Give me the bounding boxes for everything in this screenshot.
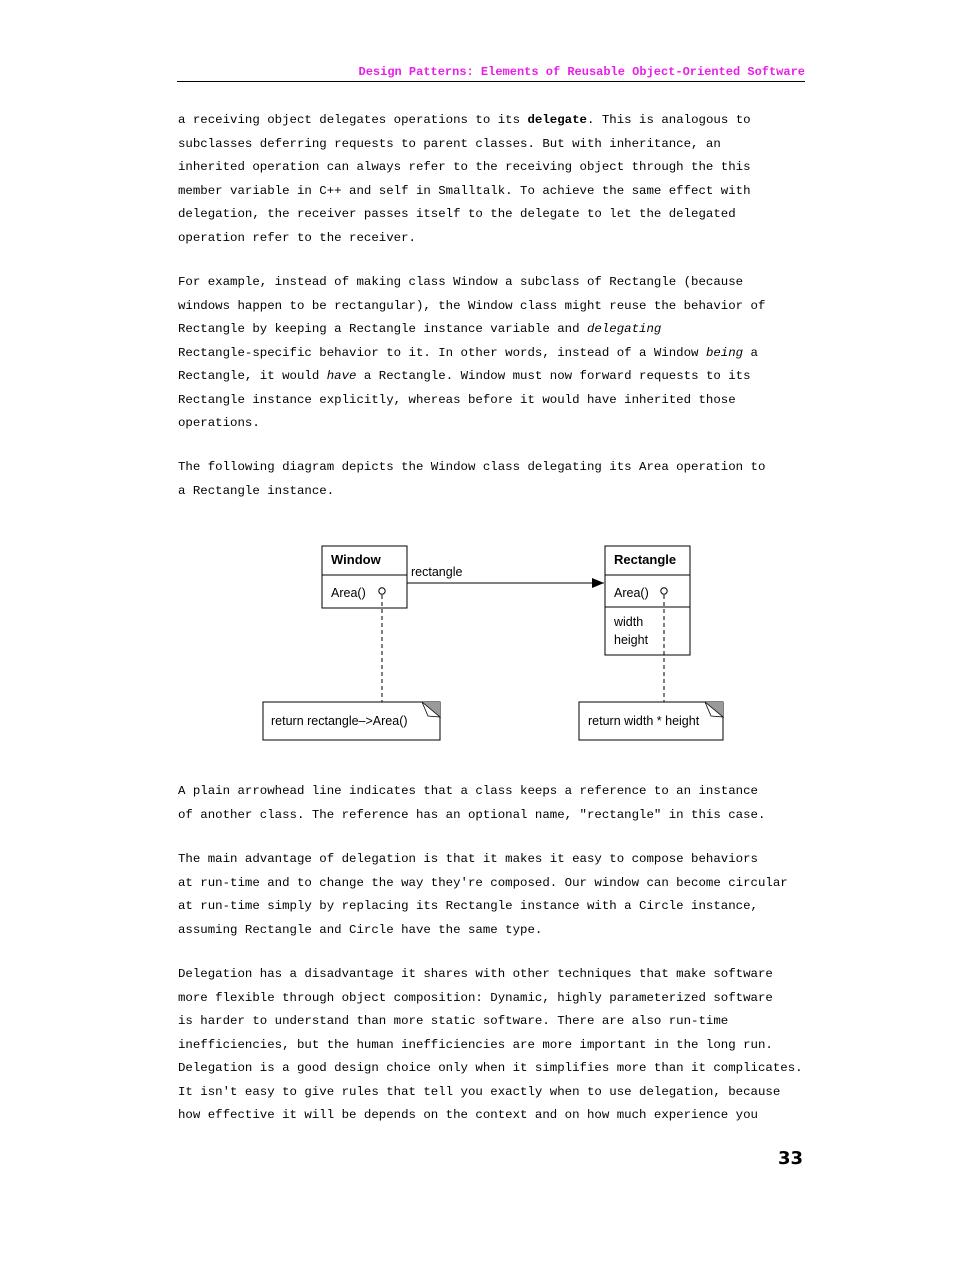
window-note-anchor-icon [379, 588, 385, 594]
delegation-class-diagram [258, 540, 728, 745]
rectangle-class-name: Rectangle [614, 552, 677, 567]
page-number: 33 [777, 1148, 803, 1169]
window-class-box [322, 546, 407, 608]
text-line: a Rectangle. Window must now forward requests to its [356, 369, 751, 383]
text-line: a [743, 345, 758, 360]
text-line: of another class. The reference has an optional name, "rectangle" in this case. [178, 807, 766, 822]
text-line: For example, instead of making class Window a subclass of Rectangle (because [178, 275, 744, 289]
text-line: windows happen to be rectangular), the Window class might reuse the behavior of [178, 298, 766, 313]
text-line: at run-time and to change the way they're composed. Our window can become circular [178, 875, 788, 890]
association-label: rectangle [411, 565, 463, 579]
rectangle-width-attribute: width [614, 615, 644, 629]
text-line: inefficiencies, but the human inefficiencies are more important in the long run. [178, 1037, 773, 1052]
text-line: operations. [178, 416, 260, 430]
text-line: The following diagram depicts the Window class delegating its Area operation to [178, 460, 766, 474]
italic-term-being: being [705, 345, 744, 360]
paragraph-delegate-definition [178, 109, 808, 250]
window-implementation-note [263, 702, 440, 740]
rectangle-implementation-note [579, 702, 723, 740]
text-line: more flexible through object composition: Dynamic, highly parameterized software [178, 990, 773, 1005]
window-class-name: Window [331, 552, 381, 567]
text-line: Delegation is a good design choice only when it simplifies more than it complicates. [178, 1061, 803, 1075]
text-line: subclasses deferring requests to parent classes. But with inheritance, an [178, 136, 721, 151]
text-line: The main advantage of delegation is that it makes it easy to compose behaviors [178, 852, 758, 866]
text-line: how effective it will be depends on the context and on how much experience you [178, 1108, 758, 1122]
text-line: a receiving object delegates operations to its [178, 113, 528, 127]
text-line: operation refer to the receiver. [178, 230, 416, 245]
text-line: is harder to understand than more static software. There are also run-time [178, 1014, 729, 1028]
italic-term-delegating: delegating [586, 322, 662, 336]
text-line: Rectangle-specific behavior to it. In other words, instead of a Window [178, 345, 706, 360]
paragraph-delegation-disadvantage [178, 963, 808, 1128]
text-line: inherited operation can always refer to the receiving object through the this [178, 160, 751, 174]
text-line: Rectangle instance explicitly, whereas before it would have inherited those [178, 392, 736, 407]
paragraph-window-example [178, 271, 808, 436]
paragraph-delegation-advantage [178, 848, 808, 942]
paragraph-arrowhead-explanation [178, 780, 808, 827]
text-line: A plain arrowhead line indicates that a class keeps a reference to an instance [178, 784, 758, 798]
rectangle-class-box [605, 546, 690, 655]
text-line: It isn't easy to give rules that tell you exactly when to use delegation, because [178, 1084, 781, 1099]
text-line: delegation, the receiver passes itself to the delegate to let the delegated [178, 207, 736, 221]
text-line: a Rectangle instance. [178, 483, 335, 498]
text-line: at run-time simply by replacing its Rectangle instance with a Circle instance, [178, 899, 758, 913]
text-line: member variable in C++ and self in Smalltalk. To achieve the same effect with [178, 183, 751, 198]
text-line: Delegation has a disadvantage it shares with other techniques that make software [178, 967, 773, 981]
bold-term-delegate: delegate [527, 113, 587, 127]
window-note-text: return rectangle–>Area() [271, 714, 408, 728]
paragraph-diagram-intro [178, 456, 808, 503]
running-header: Design Patterns: Elements of Reusable Object-Oriented Software [177, 64, 805, 82]
text-line: assuming Rectangle and Circle have the same type. [178, 922, 543, 937]
text-line: . This is analogous to [586, 113, 751, 127]
italic-term-have: have [326, 369, 357, 383]
rectangle-note-text: return width * height [588, 714, 700, 728]
rectangle-area-operation: Area() [614, 586, 649, 600]
rectangle-note-anchor-icon [661, 588, 667, 594]
text-line: Rectangle by keeping a Rectangle instance variable and [178, 322, 587, 336]
text-line: Rectangle, it would [178, 369, 327, 383]
window-area-operation: Area() [331, 586, 366, 600]
rectangle-height-attribute: height [614, 633, 649, 647]
